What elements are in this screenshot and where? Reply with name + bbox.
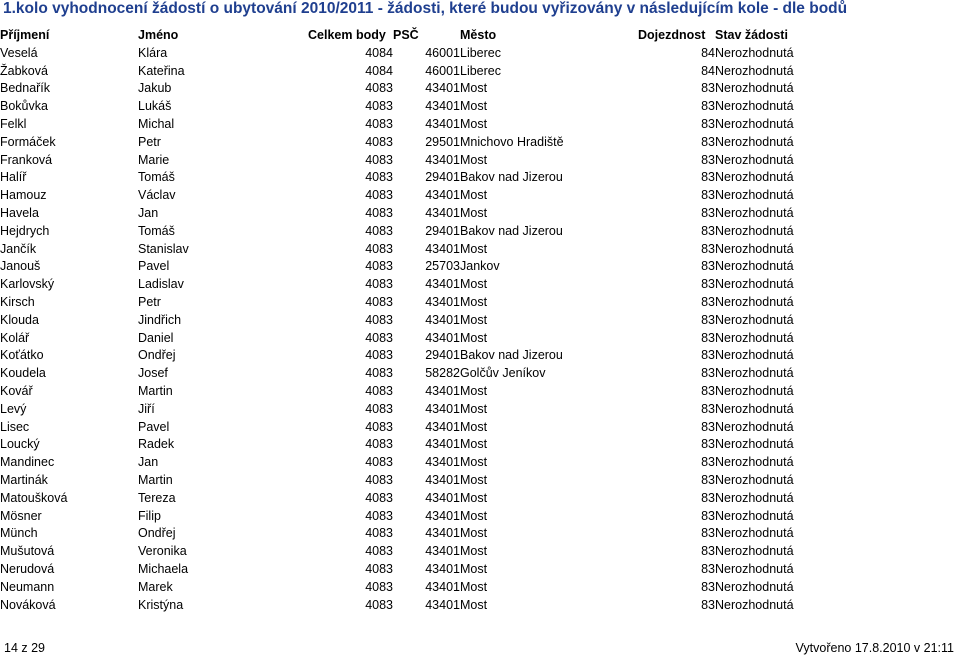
cell-commute: 83 — [701, 544, 715, 559]
cell-total-points: 4083 — [365, 205, 393, 220]
cell-total-points: 4083 — [365, 597, 393, 612]
cell-status: Nerozhodnutá — [715, 526, 794, 541]
cell-status: Nerozhodnutá — [715, 170, 794, 185]
cell-commute: 83 — [701, 116, 715, 131]
table-row — [0, 258, 960, 276]
cell-status: Nerozhodnutá — [715, 205, 794, 220]
cell-total-points: 4083 — [365, 116, 393, 131]
table-row — [0, 241, 960, 259]
cell-postal-code: 43401 — [425, 312, 460, 327]
cell-last-name: Münch — [0, 526, 38, 541]
cell-first-name: Kristýna — [138, 597, 184, 612]
cell-city: Most — [460, 383, 488, 398]
table-row — [0, 436, 960, 454]
cell-status: Nerozhodnutá — [715, 241, 794, 256]
cell-total-points: 4083 — [365, 188, 393, 203]
cell-postal-code: 43401 — [425, 455, 460, 470]
cell-city: Most — [460, 241, 488, 256]
table-row — [0, 472, 960, 490]
cell-status: Nerozhodnutá — [715, 561, 794, 576]
cell-postal-code: 43401 — [425, 294, 460, 309]
cell-postal-code: 58282 — [425, 366, 460, 381]
page-number: 14 z 29 — [4, 641, 46, 655]
cell-last-name: Franková — [0, 152, 53, 167]
cell-total-points: 4083 — [365, 455, 393, 470]
cell-status: Nerozhodnutá — [715, 99, 794, 114]
cell-city: Most — [460, 116, 488, 131]
cell-commute: 83 — [701, 223, 715, 238]
cell-city: Most — [460, 81, 488, 96]
cell-commute: 83 — [701, 312, 715, 327]
cell-city: Most — [460, 152, 488, 167]
cell-first-name: Veronika — [138, 544, 187, 559]
cell-commute: 83 — [701, 472, 715, 487]
table-row — [0, 347, 960, 365]
cell-last-name: Levý — [0, 401, 27, 416]
cell-last-name: Hamouz — [0, 188, 47, 203]
cell-commute: 83 — [701, 579, 715, 594]
cell-status: Nerozhodnutá — [715, 45, 794, 60]
applications-table — [0, 27, 960, 614]
cell-first-name: Stanislav — [138, 241, 189, 256]
cell-last-name: Mušutová — [0, 544, 55, 559]
table-row — [0, 419, 960, 437]
cell-commute: 83 — [701, 366, 715, 381]
cell-first-name: Václav — [138, 188, 176, 203]
cell-city: Liberec — [460, 63, 501, 78]
cell-commute: 83 — [701, 205, 715, 220]
cell-status: Nerozhodnutá — [715, 348, 794, 363]
created-timestamp: Vytvořeno 17.8.2010 v 21:11 — [795, 641, 954, 655]
header-postal-code: PSČ — [393, 28, 419, 42]
cell-commute: 83 — [701, 294, 715, 309]
page-title: 1.kolo vyhodnocení žádostí o ubytování 2010/2011 - žádosti, které budou vyřizovány v následujícím kole - dle bodů — [3, 0, 848, 17]
cell-city: Bakov nad Jizerou — [460, 348, 563, 363]
table-body — [0, 45, 960, 615]
cell-commute: 83 — [701, 241, 715, 256]
cell-commute: 83 — [701, 597, 715, 612]
cell-total-points: 4083 — [365, 312, 393, 327]
cell-status: Nerozhodnutá — [715, 579, 794, 594]
cell-city: Most — [460, 508, 488, 523]
cell-commute: 83 — [701, 508, 715, 523]
cell-last-name: Hejdrych — [0, 223, 50, 238]
cell-last-name: Žabková — [0, 63, 48, 78]
table-row — [0, 454, 960, 472]
cell-first-name: Ondřej — [138, 526, 176, 541]
cell-first-name: Kateřina — [138, 63, 185, 78]
cell-city: Mnichovo Hradiště — [460, 134, 564, 149]
cell-last-name: Bokůvka — [0, 99, 48, 114]
cell-first-name: Pavel — [138, 419, 170, 434]
table-row — [0, 401, 960, 419]
cell-last-name: Martinák — [0, 472, 48, 487]
cell-postal-code: 46001 — [425, 45, 460, 60]
cell-first-name: Marek — [138, 579, 173, 594]
cell-last-name: Formáček — [0, 134, 56, 149]
cell-first-name: Michal — [138, 116, 175, 131]
cell-postal-code: 46001 — [425, 63, 460, 78]
cell-total-points: 4083 — [365, 544, 393, 559]
cell-first-name: Tomáš — [138, 170, 175, 185]
cell-commute: 83 — [701, 170, 715, 185]
cell-total-points: 4083 — [365, 579, 393, 594]
cell-postal-code: 25703 — [425, 259, 460, 274]
cell-commute: 83 — [701, 526, 715, 541]
cell-postal-code: 43401 — [425, 383, 460, 398]
cell-status: Nerozhodnutá — [715, 223, 794, 238]
cell-last-name: Felkl — [0, 116, 27, 131]
table-row — [0, 80, 960, 98]
cell-city: Most — [460, 294, 488, 309]
table-row — [0, 169, 960, 187]
cell-commute: 83 — [701, 561, 715, 576]
cell-status: Nerozhodnutá — [715, 152, 794, 167]
cell-last-name: Matoušková — [0, 490, 68, 505]
cell-postal-code: 43401 — [425, 419, 460, 434]
cell-total-points: 4083 — [365, 81, 393, 96]
cell-last-name: Havela — [0, 205, 39, 220]
table-row — [0, 116, 960, 134]
cell-status: Nerozhodnutá — [715, 330, 794, 345]
cell-city: Most — [460, 597, 488, 612]
cell-city: Bakov nad Jizerou — [460, 170, 563, 185]
cell-commute: 83 — [701, 455, 715, 470]
cell-status: Nerozhodnutá — [715, 437, 794, 452]
table-row — [0, 276, 960, 294]
cell-postal-code: 43401 — [425, 188, 460, 203]
cell-first-name: Jindřich — [138, 312, 182, 327]
cell-commute: 83 — [701, 401, 715, 416]
cell-first-name: Josef — [138, 366, 168, 381]
cell-city: Golčův Jeníkov — [460, 366, 546, 381]
cell-postal-code: 43401 — [425, 116, 460, 131]
cell-postal-code: 43401 — [425, 152, 460, 167]
cell-city: Most — [460, 490, 488, 505]
cell-status: Nerozhodnutá — [715, 294, 794, 309]
cell-first-name: Jan — [138, 455, 159, 470]
cell-status: Nerozhodnutá — [715, 472, 794, 487]
cell-postal-code: 43401 — [425, 277, 460, 292]
header-row — [0, 27, 960, 45]
header-status: Stav žádosti — [715, 28, 788, 42]
cell-commute: 83 — [701, 188, 715, 203]
table-row — [0, 383, 960, 401]
cell-postal-code: 43401 — [425, 508, 460, 523]
table-row — [0, 294, 960, 312]
cell-commute: 83 — [701, 99, 715, 114]
cell-first-name: Daniel — [138, 330, 174, 345]
table-row — [0, 63, 960, 81]
cell-postal-code: 43401 — [425, 544, 460, 559]
cell-status: Nerozhodnutá — [715, 490, 794, 505]
cell-city: Most — [460, 330, 488, 345]
cell-total-points: 4083 — [365, 561, 393, 576]
cell-first-name: Klára — [138, 45, 168, 60]
cell-total-points: 4083 — [365, 401, 393, 416]
cell-last-name: Nerudová — [0, 561, 55, 576]
cell-postal-code: 29401 — [425, 348, 460, 363]
table-row — [0, 45, 960, 63]
header-last-name: Příjmení — [0, 28, 50, 42]
cell-first-name: Radek — [138, 437, 175, 452]
cell-last-name: Kolář — [0, 330, 30, 345]
cell-postal-code: 29501 — [425, 134, 460, 149]
cell-commute: 83 — [701, 330, 715, 345]
table-row — [0, 490, 960, 508]
cell-postal-code: 43401 — [425, 579, 460, 594]
cell-first-name: Martin — [138, 472, 173, 487]
cell-last-name: Bednařík — [0, 81, 51, 96]
table-row — [0, 205, 960, 223]
cell-total-points: 4083 — [365, 277, 393, 292]
cell-city: Most — [460, 401, 488, 416]
cell-postal-code: 43401 — [425, 490, 460, 505]
cell-status: Nerozhodnutá — [715, 544, 794, 559]
cell-total-points: 4083 — [365, 490, 393, 505]
cell-total-points: 4083 — [365, 419, 393, 434]
table-row — [0, 330, 960, 348]
cell-city: Jankov — [460, 259, 500, 274]
cell-postal-code: 43401 — [425, 241, 460, 256]
cell-status: Nerozhodnutá — [715, 81, 794, 96]
cell-postal-code: 43401 — [425, 597, 460, 612]
cell-last-name: Nováková — [0, 597, 56, 612]
cell-commute: 83 — [701, 437, 715, 452]
table-row — [0, 561, 960, 579]
cell-city: Most — [460, 277, 488, 292]
table-row — [0, 543, 960, 561]
cell-status: Nerozhodnutá — [715, 366, 794, 381]
cell-total-points: 4083 — [365, 294, 393, 309]
cell-last-name: Kovář — [0, 383, 33, 398]
cell-city: Liberec — [460, 45, 501, 60]
cell-last-name: Loucký — [0, 437, 40, 452]
cell-city: Most — [460, 579, 488, 594]
cell-total-points: 4084 — [365, 63, 393, 78]
table-row — [0, 134, 960, 152]
cell-commute: 83 — [701, 81, 715, 96]
cell-total-points: 4083 — [365, 366, 393, 381]
cell-first-name: Ondřej — [138, 348, 176, 363]
cell-commute: 83 — [701, 490, 715, 505]
cell-total-points: 4083 — [365, 170, 393, 185]
cell-total-points: 4083 — [365, 472, 393, 487]
cell-city: Most — [460, 188, 488, 203]
cell-postal-code: 29401 — [425, 170, 460, 185]
cell-status: Nerozhodnutá — [715, 401, 794, 416]
cell-postal-code: 43401 — [425, 205, 460, 220]
table-row — [0, 223, 960, 241]
cell-city: Most — [460, 312, 488, 327]
cell-postal-code: 43401 — [425, 99, 460, 114]
table-row — [0, 312, 960, 330]
cell-postal-code: 43401 — [425, 401, 460, 416]
cell-city: Most — [460, 419, 488, 434]
header-total-points: Celkem body — [308, 28, 386, 42]
cell-first-name: Petr — [138, 294, 161, 309]
cell-total-points: 4083 — [365, 134, 393, 149]
cell-total-points: 4083 — [365, 437, 393, 452]
cell-status: Nerozhodnutá — [715, 134, 794, 149]
cell-first-name: Filip — [138, 508, 161, 523]
cell-commute: 83 — [701, 383, 715, 398]
cell-status: Nerozhodnutá — [715, 597, 794, 612]
cell-status: Nerozhodnutá — [715, 419, 794, 434]
cell-last-name: Janouš — [0, 259, 41, 274]
cell-commute: 83 — [701, 152, 715, 167]
cell-first-name: Tereza — [138, 490, 176, 505]
cell-first-name: Lukáš — [138, 99, 172, 114]
cell-city: Bakov nad Jizerou — [460, 223, 563, 238]
cell-commute: 83 — [701, 419, 715, 434]
cell-total-points: 4083 — [365, 223, 393, 238]
table-row — [0, 187, 960, 205]
cell-commute: 83 — [701, 348, 715, 363]
cell-last-name: Veselá — [0, 45, 38, 60]
cell-total-points: 4083 — [365, 526, 393, 541]
cell-last-name: Halíř — [0, 170, 27, 185]
cell-first-name: Jiří — [138, 401, 155, 416]
cell-first-name: Pavel — [138, 259, 170, 274]
cell-first-name: Jakub — [138, 81, 172, 96]
cell-total-points: 4084 — [365, 45, 393, 60]
cell-commute: 83 — [701, 259, 715, 274]
cell-status: Nerozhodnutá — [715, 277, 794, 292]
cell-postal-code: 43401 — [425, 472, 460, 487]
cell-last-name: Koudela — [0, 366, 46, 381]
cell-first-name: Petr — [138, 134, 161, 149]
cell-last-name: Jančík — [0, 241, 37, 256]
cell-status: Nerozhodnutá — [715, 312, 794, 327]
cell-last-name: Lisec — [0, 419, 30, 434]
table-row — [0, 525, 960, 543]
cell-total-points: 4083 — [365, 383, 393, 398]
cell-city: Most — [460, 455, 488, 470]
cell-postal-code: 43401 — [425, 526, 460, 541]
header-first-name: Jméno — [138, 28, 179, 42]
cell-city: Most — [460, 205, 488, 220]
cell-commute: 83 — [701, 134, 715, 149]
table-row — [0, 152, 960, 170]
cell-status: Nerozhodnutá — [715, 259, 794, 274]
cell-total-points: 4083 — [365, 259, 393, 274]
header-city: Město — [460, 28, 497, 42]
cell-commute: 84 — [701, 45, 715, 60]
cell-total-points: 4083 — [365, 330, 393, 345]
cell-first-name: Martin — [138, 383, 173, 398]
cell-status: Nerozhodnutá — [715, 188, 794, 203]
cell-total-points: 4083 — [365, 241, 393, 256]
table-row — [0, 579, 960, 597]
cell-last-name: Klouda — [0, 312, 39, 327]
cell-postal-code: 43401 — [425, 81, 460, 96]
cell-city: Most — [460, 526, 488, 541]
cell-first-name: Tomáš — [138, 223, 175, 238]
cell-total-points: 4083 — [365, 508, 393, 523]
cell-total-points: 4083 — [365, 99, 393, 114]
cell-first-name: Marie — [138, 152, 170, 167]
cell-first-name: Jan — [138, 205, 159, 220]
cell-city: Most — [460, 544, 488, 559]
cell-last-name: Koťátko — [0, 348, 44, 363]
cell-status: Nerozhodnutá — [715, 116, 794, 131]
cell-status: Nerozhodnutá — [715, 455, 794, 470]
table-row — [0, 98, 960, 116]
cell-postal-code: 43401 — [425, 330, 460, 345]
cell-status: Nerozhodnutá — [715, 63, 794, 78]
cell-last-name: Kirsch — [0, 294, 35, 309]
cell-last-name: Mandinec — [0, 455, 55, 470]
cell-city: Most — [460, 472, 488, 487]
cell-city: Most — [460, 437, 488, 452]
cell-city: Most — [460, 99, 488, 114]
cell-postal-code: 29401 — [425, 223, 460, 238]
header-commute: Dojezdnost — [638, 28, 706, 42]
cell-status: Nerozhodnutá — [715, 508, 794, 523]
cell-first-name: Michaela — [138, 561, 189, 576]
cell-last-name: Mösner — [0, 508, 42, 523]
cell-first-name: Ladislav — [138, 277, 184, 292]
cell-status: Nerozhodnutá — [715, 383, 794, 398]
cell-commute: 83 — [701, 277, 715, 292]
cell-commute: 84 — [701, 63, 715, 78]
cell-total-points: 4083 — [365, 152, 393, 167]
cell-total-points: 4083 — [365, 348, 393, 363]
cell-postal-code: 43401 — [425, 437, 460, 452]
cell-city: Most — [460, 561, 488, 576]
table-row — [0, 597, 960, 615]
cell-last-name: Karlovský — [0, 277, 55, 292]
table-row — [0, 508, 960, 526]
cell-postal-code: 43401 — [425, 561, 460, 576]
cell-last-name: Neumann — [0, 579, 55, 594]
table-row — [0, 365, 960, 383]
